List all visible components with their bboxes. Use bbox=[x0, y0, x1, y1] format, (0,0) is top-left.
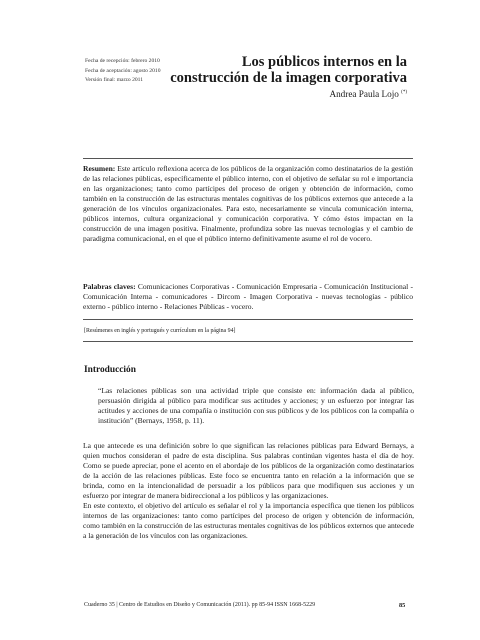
title-line-1: Los públicos internos en la bbox=[241, 54, 407, 70]
resumen-note: [Resúmenes en inglés y portugués y currículum en la página 94] bbox=[84, 328, 236, 334]
page-number: 85 bbox=[399, 602, 406, 609]
intro-paragraph-1: La que antecede es una definición sobre lo que significan las relaciones públicas para Edward Bernays, a quien muchos consideran el padre de esta disciplina. Sus palabras continúan vigentes hasta el día de hoy. Como se puede apreciar, pone el acento en el abordaje de los públicos de la organización como destinatarios de la acción de las relaciones públicas. Este foco se encuentra tanto en relación a la información que se brinda, como en la intencionalidad de persuadir a los públicos para que modifiquen sus acciones y un esfuerzo por integrar de manera bidireccional a los públicos y las organizaciones. bbox=[83, 441, 414, 501]
keywords-bottom-rule bbox=[83, 319, 413, 320]
date-received: Fecha de recepción: febrero 2010 bbox=[85, 58, 160, 64]
author-footnote-mark: (*) bbox=[401, 89, 407, 95]
title-line-2: construcción de la imagen corporativa bbox=[170, 69, 407, 86]
author-name: Andrea Paula Lojo bbox=[329, 89, 399, 99]
abstract-top-rule bbox=[83, 158, 413, 159]
keywords-label: Palabras claves: bbox=[83, 282, 136, 291]
bernays-quote: “Las relaciones públicas son una actividad triple que consiste en: información dada al público, persuasión dirigida al público para modificar sus actitudes y acciones; y un esfuerzo por integrar las actitudes y acciones de una compañía o institución con sus públicos y de los públicos con la compañía o institución” (Bernays, 1958, p. 11). bbox=[98, 386, 414, 426]
keywords bbox=[83, 282, 413, 312]
article-title bbox=[147, 55, 407, 86]
abstract-label: Resumen: bbox=[83, 164, 116, 173]
intro-body bbox=[83, 441, 414, 541]
abstract bbox=[83, 164, 413, 244]
section-rule bbox=[83, 341, 413, 342]
author-line bbox=[329, 89, 407, 99]
keywords-text: Comunicaciones Corporativas - Comunicación Empresaria - Comunicación Institucional - Comunicación Interna - comunicadores - Dircom - Imagen Corporativa - nuevas tecnologías - público externo - público interno - Relaciones Públicas - vocero. bbox=[83, 282, 413, 312]
intro-paragraph-2: En este contexto, el objetivo del artículo es señalar el rol y la importancia específica que tienen los públicos internos de las organizaciones: tanto como partícipes del proceso de origen y obtención de información, como también en la construcción de las estructuras mentales cognitivas de los públicos externos que antecede a la generación de los vínculos con las organizaciones. bbox=[83, 501, 414, 541]
footer-citation: Cuaderno 35 | Centro de Estudios en Diseño y Comunicación (2011). pp 85-94 ISSN 1668-5229 bbox=[84, 602, 316, 608]
abstract-text: Este artículo reflexiona acerca de los públicos de la organización como destinatarios de la gestión de las relaciones públicas, específicamente el público interno, con el objetivo de señalar su rol e importancia en las organizaciones; tanto como partícipes del proceso de origen y obtención de información, como también en la construcción de las estructuras mentales cognitivas de los públicos externos que antecede a la generación de los vínculos organizacionales. Para esto, necesariamente se vincula comunicación interna, públicos internos, cultura organizacional y comunicación corporativa. Y cómo éstos impactan en la construcción de una imagen positiva. Finalmente, profundiza sobre las nuevas tecnologías y el cambio de paradigma comunicacional, en el que el público interno definitivamente asume el rol de vocero. bbox=[83, 164, 414, 244]
date-final: Versión final: marzo 2011 bbox=[85, 77, 144, 83]
date-accepted: Fecha de aceptación: agosto 2010 bbox=[85, 67, 161, 74]
section-heading: Introducción bbox=[84, 365, 136, 375]
